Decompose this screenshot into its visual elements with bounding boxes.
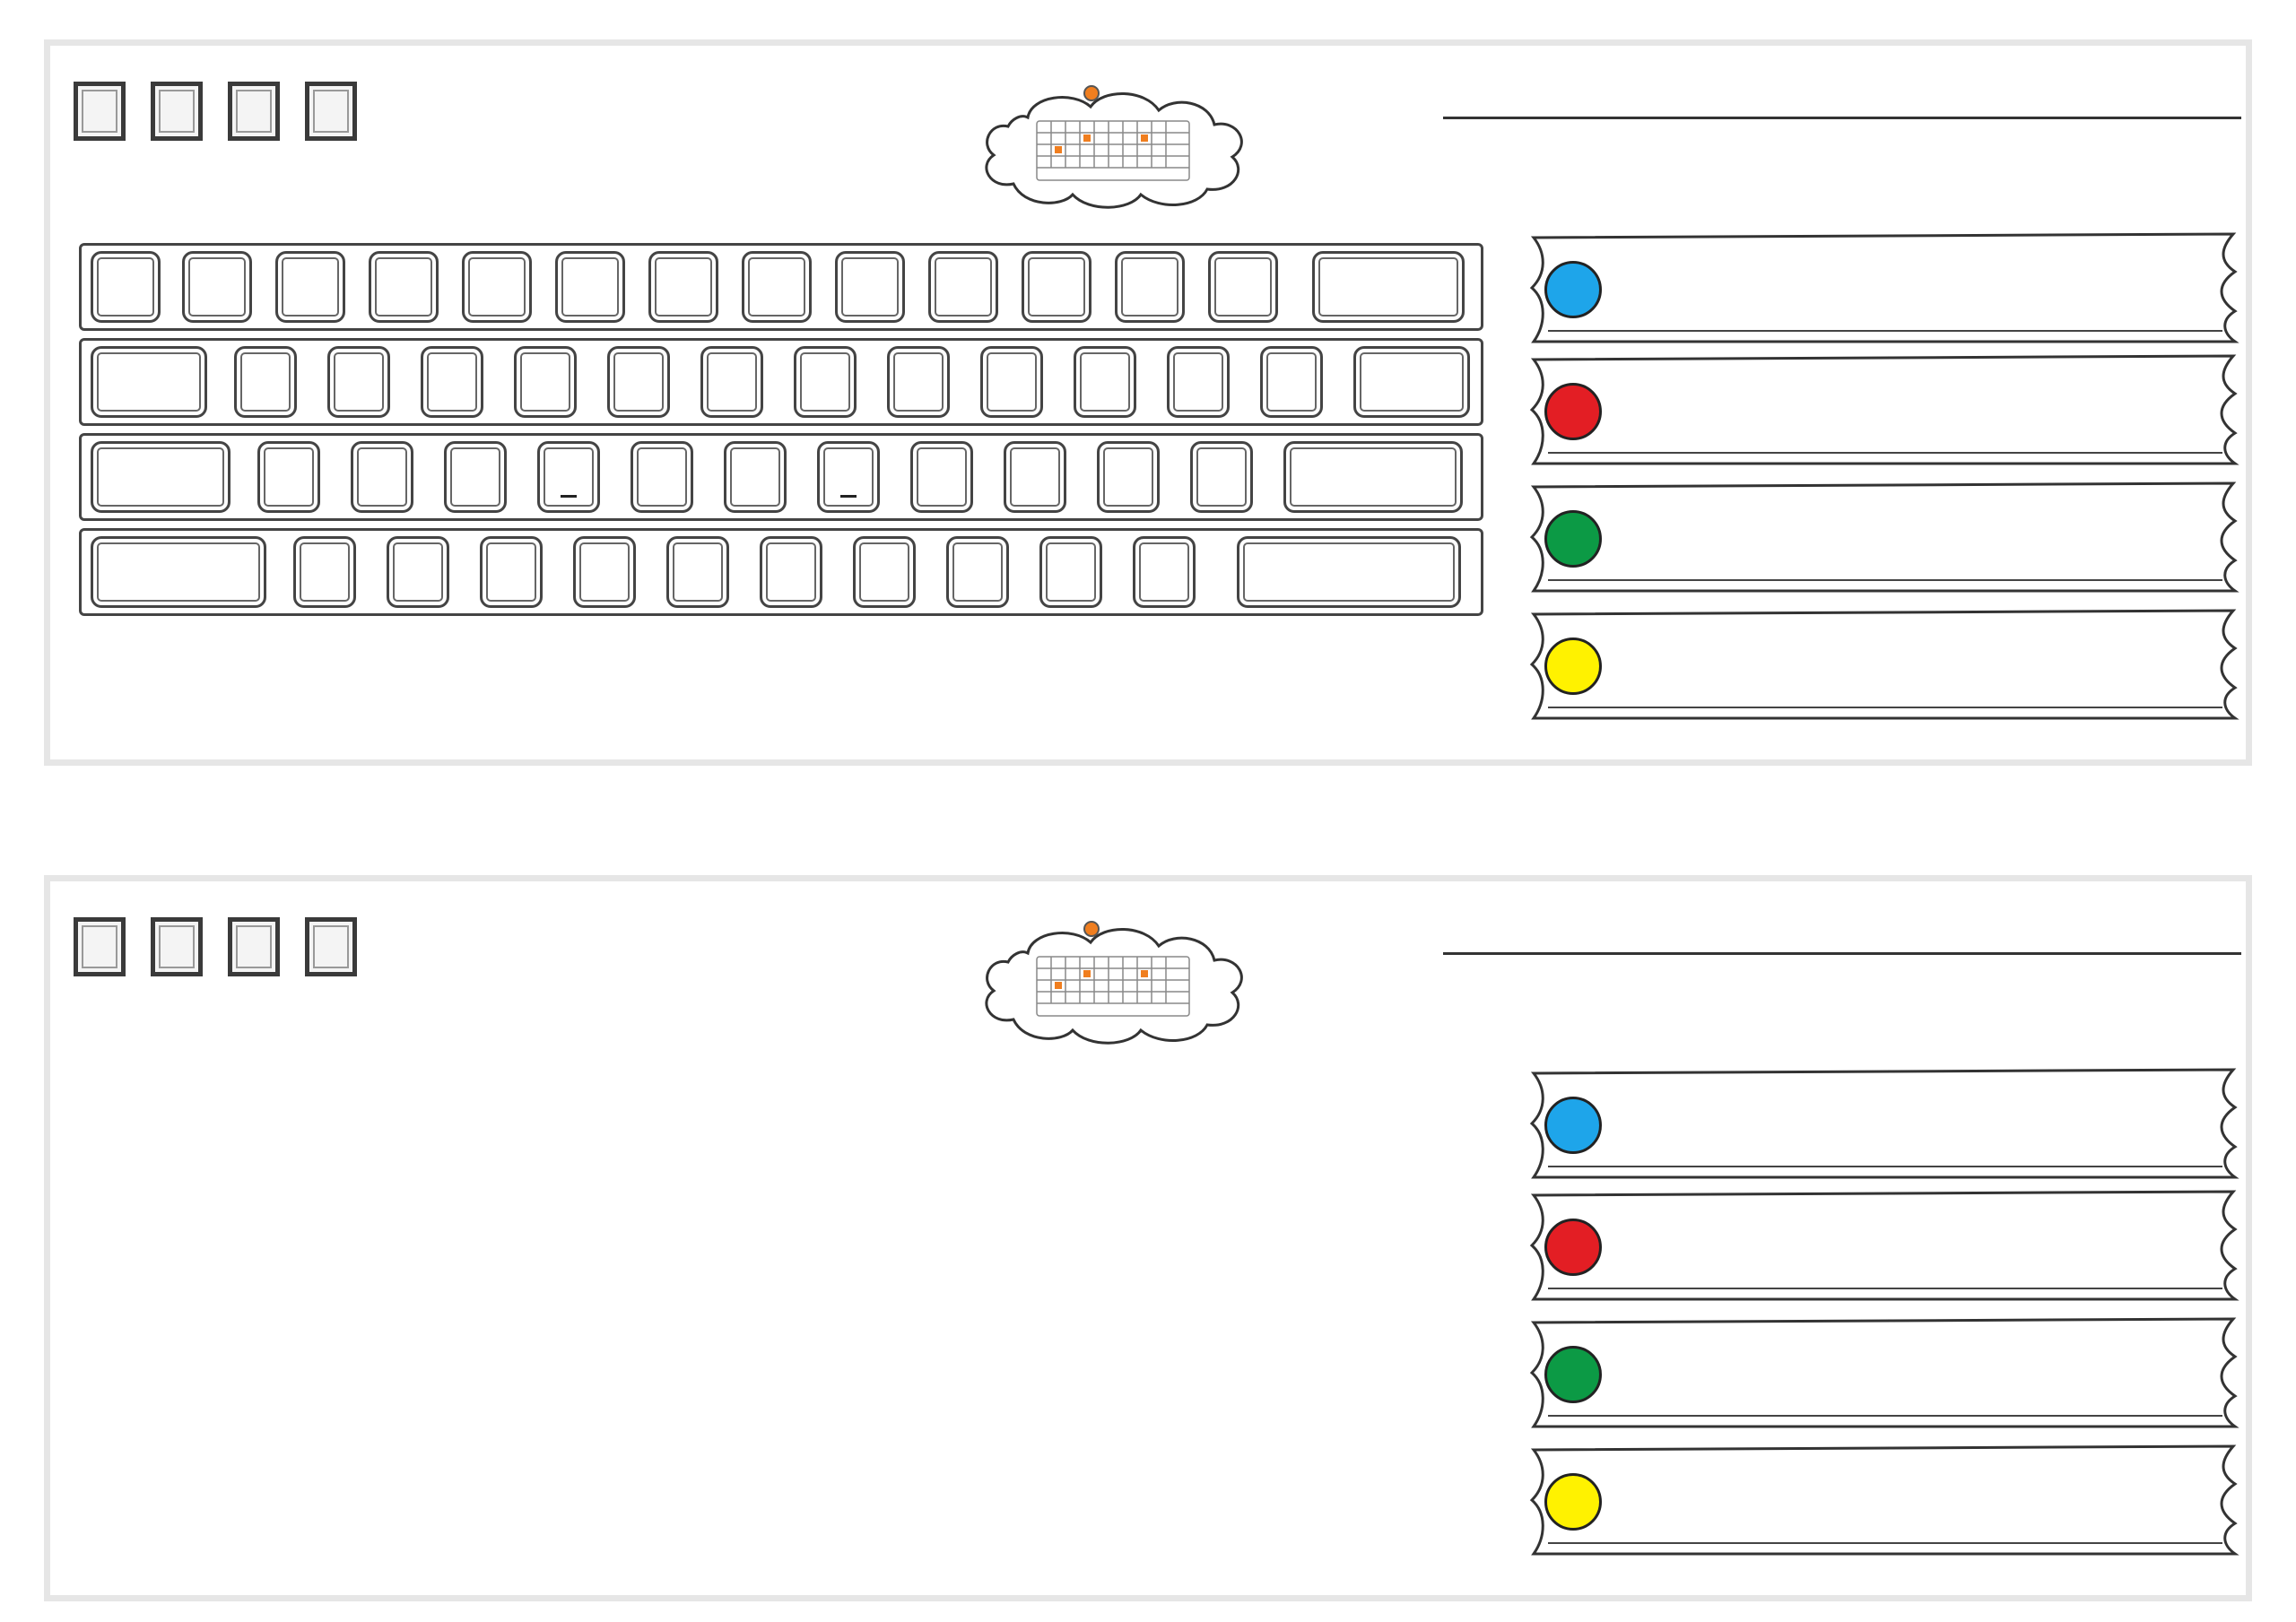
key-A[interactable] [257, 441, 320, 513]
strip-frame-icon [1521, 1066, 2257, 1181]
blank-key[interactable] [1312, 251, 1465, 323]
blank-key[interactable] [835, 251, 905, 323]
blank-key[interactable] [91, 346, 207, 418]
word-strip [1521, 480, 2257, 594]
mini-keyboard-icon [1037, 957, 1189, 1016]
key-sym[interactable] [1190, 441, 1253, 513]
blank-key[interactable] [91, 441, 230, 513]
key-G[interactable] [631, 441, 693, 513]
title-word [74, 82, 126, 150]
blank-key[interactable] [648, 251, 718, 323]
key-F[interactable] [537, 441, 600, 513]
title-cap-letter [74, 917, 126, 976]
blue-dot-icon [1544, 1097, 1602, 1154]
strip-frame-icon [1521, 352, 2257, 467]
word-strip [1521, 352, 2257, 467]
word-list [1521, 230, 2257, 768]
worksheet-title [74, 67, 382, 150]
orange-dot-icon [1083, 85, 1100, 101]
word-strip [1521, 1188, 2257, 1303]
key-N[interactable] [760, 536, 822, 608]
blank-key[interactable] [928, 251, 998, 323]
key-J[interactable] [817, 441, 880, 513]
key-O[interactable] [980, 346, 1043, 418]
strip-frame-icon [1521, 1315, 2257, 1430]
mini-keyboard-icon [1037, 121, 1189, 180]
yellow-dot-icon [1544, 638, 1602, 695]
yellow-dot-icon [1544, 1473, 1602, 1531]
blank-key[interactable] [182, 251, 252, 323]
title-cap-letter [151, 82, 203, 141]
strip-frame-icon [1521, 1188, 2257, 1303]
cloud-badge [972, 908, 1257, 1052]
blank-key[interactable] [1283, 441, 1463, 513]
strip-frame-icon [1521, 1443, 2257, 1557]
key-sym[interactable] [1039, 536, 1102, 608]
key-S[interactable] [351, 441, 413, 513]
title-word [151, 82, 203, 150]
cloud-badge [972, 73, 1257, 216]
blank-key[interactable] [91, 251, 161, 323]
key-Q[interactable] [234, 346, 297, 418]
blank-key[interactable] [275, 251, 345, 323]
blank-key[interactable] [1237, 536, 1461, 608]
key-Y[interactable] [700, 346, 763, 418]
word-strip [1521, 1443, 2257, 1557]
key-sym[interactable] [1097, 441, 1160, 513]
key-T[interactable] [607, 346, 670, 418]
key-C[interactable] [480, 536, 543, 608]
blue-dot-icon [1544, 261, 1602, 318]
word-strip [1521, 1315, 2257, 1430]
blank-key[interactable] [369, 251, 439, 323]
keyboard-row-1 [79, 338, 1483, 426]
strip-frame-icon [1521, 480, 2257, 594]
green-dot-icon [1544, 1346, 1602, 1403]
key-L[interactable] [1004, 441, 1066, 513]
key-X[interactable] [387, 536, 449, 608]
word-strip [1521, 230, 2257, 345]
key-sym[interactable] [1167, 346, 1230, 418]
key-I[interactable] [887, 346, 950, 418]
cloud-word [1083, 921, 1109, 937]
title-word [228, 917, 280, 985]
word-strip [1521, 607, 2257, 722]
title-word [305, 917, 357, 985]
keyboard-row-0 [79, 243, 1483, 331]
title-cap-letter [228, 82, 280, 141]
blank-key[interactable] [1115, 251, 1185, 323]
word-strip [1521, 1066, 2257, 1181]
cloud-icon [972, 73, 1257, 216]
key-Z[interactable] [293, 536, 356, 608]
blank-key[interactable] [1208, 251, 1278, 323]
keyboard [79, 1079, 1483, 1547]
key-D[interactable] [444, 441, 507, 513]
key-M[interactable] [853, 536, 916, 608]
blank-key[interactable] [1022, 251, 1091, 323]
title-cap-letter [151, 917, 203, 976]
strip-frame-icon [1521, 230, 2257, 345]
key-P[interactable] [1074, 346, 1136, 418]
key-E[interactable] [421, 346, 483, 418]
name-field[interactable] [1443, 78, 2241, 119]
title-word [228, 82, 280, 150]
title-word [305, 82, 357, 150]
key-sym[interactable] [1260, 346, 1323, 418]
title-cap-letter [305, 917, 357, 976]
red-dot-icon [1544, 1219, 1602, 1276]
key-B[interactable] [666, 536, 729, 608]
orange-dot-icon [1083, 921, 1100, 937]
name-field[interactable] [1443, 914, 2241, 955]
key-sym[interactable] [1353, 346, 1470, 418]
key-R[interactable] [514, 346, 577, 418]
key-W[interactable] [327, 346, 390, 418]
worksheet-title [74, 903, 382, 985]
title-cap-letter [228, 917, 280, 976]
key-K[interactable] [910, 441, 973, 513]
cloud-word [1083, 85, 1109, 101]
key-U[interactable] [794, 346, 857, 418]
blank-key[interactable] [462, 251, 532, 323]
blank-key[interactable] [742, 251, 812, 323]
title-cap-letter [74, 82, 126, 141]
key-H[interactable] [724, 441, 787, 513]
keyboard [79, 243, 1483, 711]
title-cap-letter [305, 82, 357, 141]
red-dot-icon [1544, 383, 1602, 440]
green-dot-icon [1544, 510, 1602, 568]
title-word [151, 917, 203, 985]
strip-frame-icon [1521, 607, 2257, 722]
key-V[interactable] [573, 536, 636, 608]
keyboard-row-2 [79, 433, 1483, 521]
worksheet-bottom [44, 875, 2252, 1601]
worksheet-top [44, 39, 2252, 766]
title-word [74, 917, 126, 985]
key-sym[interactable] [1133, 536, 1196, 608]
word-list [1521, 1066, 2257, 1604]
blank-key[interactable] [555, 251, 625, 323]
keyboard-row-3 [79, 528, 1483, 616]
key-sym[interactable] [946, 536, 1009, 608]
cloud-icon [972, 908, 1257, 1052]
blank-key[interactable] [91, 536, 266, 608]
